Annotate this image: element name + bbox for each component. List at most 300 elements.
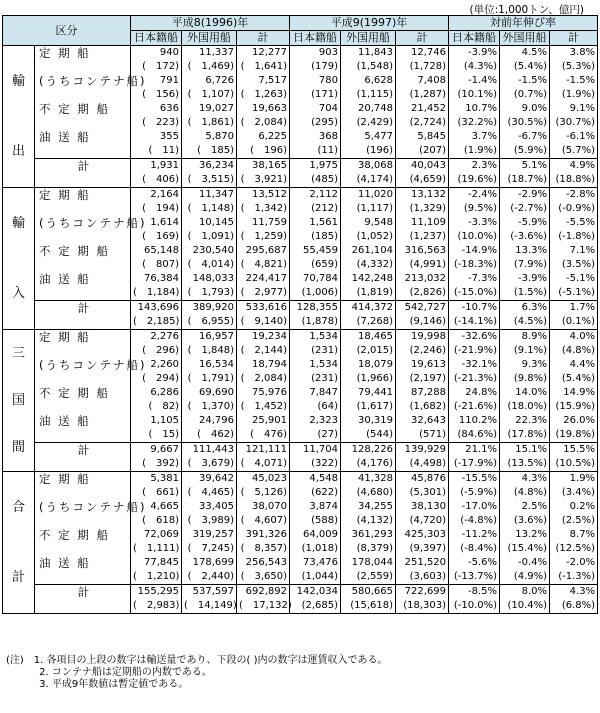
revenue-cell: (4.9%) xyxy=(500,570,550,585)
volume-cell: 9,548 xyxy=(341,216,396,230)
revenue-cell: (27) xyxy=(290,428,341,443)
volume-cell: 18,794 xyxy=(237,358,290,372)
table-row xyxy=(3,500,598,514)
volume-cell: 4.0% xyxy=(550,330,598,345)
volume-cell: 4.5% xyxy=(500,46,550,61)
volume-cell: 6,225 xyxy=(237,130,290,144)
revenue-cell: (17.8%) xyxy=(500,428,550,443)
revenue-cell: (11) xyxy=(290,144,341,159)
volume-cell: -7.3% xyxy=(449,272,500,286)
revenue-cell: (185) xyxy=(290,230,341,244)
volume-cell: 38,165 xyxy=(237,159,290,174)
revenue-cell: (18.7%) xyxy=(500,173,550,188)
volume-cell: 33,405 xyxy=(182,500,237,514)
revenue-cell: (1,044) xyxy=(290,570,341,585)
volume-cell: 143,696 xyxy=(131,301,182,316)
volume-cell: -1.4% xyxy=(449,74,500,88)
row-label: (うちコンテナ船) xyxy=(35,74,131,88)
revenue-cell: (179) xyxy=(290,60,341,74)
volume-cell: 11,347 xyxy=(182,188,237,203)
revenue-cell: ( 156) xyxy=(131,88,182,102)
volume-cell: 178,044 xyxy=(341,556,396,570)
volume-cell: 18,079 xyxy=(341,358,396,372)
header-yoy: 対前年伸び率 xyxy=(449,16,598,31)
volume-cell: 15.5% xyxy=(550,443,598,458)
volume-cell: 20,748 xyxy=(341,102,396,116)
table-row xyxy=(3,556,598,570)
revenue-cell: (231) xyxy=(290,344,341,358)
volume-cell: 4.3% xyxy=(550,585,598,600)
revenue-cell: (1,728) xyxy=(396,60,449,74)
table-row xyxy=(3,258,598,272)
volume-cell: 1.9% xyxy=(550,472,598,487)
revenue-cell: (2,197) xyxy=(396,372,449,386)
revenue-cell: ( 5,126) xyxy=(237,486,290,500)
revenue-cell: (2,246) xyxy=(396,344,449,358)
revenue-cell: ( 1,148) xyxy=(182,202,237,216)
volume-cell: 36,234 xyxy=(182,159,237,174)
revenue-cell: (3.5%) xyxy=(550,258,598,272)
revenue-cell: (1,682) xyxy=(396,400,449,414)
section-label-char: 入 xyxy=(11,286,25,302)
volume-cell: 21.1% xyxy=(449,443,500,458)
column-header: 計 xyxy=(396,31,449,46)
revenue-cell: (10.1%) xyxy=(449,88,500,102)
revenue-cell: (9.8%) xyxy=(500,372,550,386)
row-label-spacer xyxy=(35,60,131,74)
revenue-cell: (-1.8%) xyxy=(550,230,598,244)
row-label: 定 期 船 xyxy=(35,46,131,61)
volume-cell: 1,561 xyxy=(290,216,341,230)
row-label: 計 xyxy=(35,159,131,174)
table-row xyxy=(3,358,598,372)
volume-cell: 224,417 xyxy=(237,272,290,286)
volume-cell: 19,234 xyxy=(237,330,290,345)
revenue-cell: ( 2,084) xyxy=(237,372,290,386)
table-row xyxy=(3,585,598,600)
volume-cell: 45,023 xyxy=(237,472,290,487)
revenue-cell: (571) xyxy=(396,428,449,443)
volume-cell: 6,286 xyxy=(131,386,182,400)
row-label-spacer xyxy=(35,230,131,244)
table-row xyxy=(3,272,598,286)
revenue-cell: (588) xyxy=(290,514,341,528)
revenue-cell: (4.8%) xyxy=(550,344,598,358)
revenue-cell: (1,548) xyxy=(341,60,396,74)
volume-cell: 9.0% xyxy=(500,102,550,116)
volume-cell: 2,276 xyxy=(131,330,182,345)
row-label-spacer xyxy=(35,428,131,443)
row-label: (うちコンテナ船) xyxy=(35,500,131,514)
table-row xyxy=(3,330,598,345)
column-header: 計 xyxy=(550,31,598,46)
revenue-cell: (9,397) xyxy=(396,542,449,556)
table-row xyxy=(3,315,598,330)
revenue-cell: (9,146) xyxy=(396,315,449,330)
volume-cell: 414,372 xyxy=(341,301,396,316)
revenue-cell: (5.4%) xyxy=(500,60,550,74)
revenue-cell: (7,268) xyxy=(341,315,396,330)
revenue-cell: (5,301) xyxy=(396,486,449,500)
volume-cell: 11,843 xyxy=(341,46,396,61)
revenue-cell: (4.3%) xyxy=(449,60,500,74)
revenue-cell: (231) xyxy=(290,372,341,386)
volume-cell: 79,441 xyxy=(341,386,396,400)
volume-cell: 77,845 xyxy=(131,556,182,570)
volume-cell: 6,628 xyxy=(341,74,396,88)
revenue-cell: (-17.9%) xyxy=(449,457,500,472)
section-label-char: 三 xyxy=(11,346,25,361)
revenue-cell: ( 2,185) xyxy=(131,315,182,330)
table-row xyxy=(3,130,598,144)
column-header: 日本籍船 xyxy=(449,31,500,46)
revenue-cell: (18.0%) xyxy=(500,400,550,414)
volume-cell: -8.5% xyxy=(449,585,500,600)
volume-cell: 251,520 xyxy=(396,556,449,570)
volume-cell: -6.1% xyxy=(550,130,598,144)
revenue-cell: (-3.6%) xyxy=(500,230,550,244)
row-label: (うちコンテナ船) xyxy=(35,216,131,230)
row-label: 定 期 船 xyxy=(35,188,131,203)
table-row xyxy=(3,443,598,458)
volume-cell: 26.0% xyxy=(550,414,598,428)
section-label-char: 輸 xyxy=(11,73,25,89)
volume-cell: 4,548 xyxy=(290,472,341,487)
volume-cell: -2.9% xyxy=(500,188,550,203)
row-label: 不 定 期 船 xyxy=(35,528,131,542)
volume-cell: -15.5% xyxy=(449,472,500,487)
volume-cell: 2,323 xyxy=(290,414,341,428)
footnote: (注) 1. 各項目の上段の数字は輸送量であり、下段の( )内の数字は運賃収入である。 xyxy=(6,655,388,666)
volume-cell: 19,998 xyxy=(396,330,449,345)
table-row xyxy=(3,400,598,414)
column-header: 計 xyxy=(237,31,290,46)
revenue-cell: ( 2,977) xyxy=(237,286,290,301)
revenue-cell: (10.5%) xyxy=(550,457,598,472)
volume-cell: 148,033 xyxy=(182,272,237,286)
revenue-cell: ( 11) xyxy=(131,144,182,159)
volume-cell: 780 xyxy=(290,74,341,88)
revenue-cell: (30.5%) xyxy=(500,116,550,130)
revenue-cell: (4,176) xyxy=(341,457,396,472)
volume-cell: 72,069 xyxy=(131,528,182,542)
volume-cell: 11,759 xyxy=(237,216,290,230)
row-label: 定 期 船 xyxy=(35,330,131,345)
volume-cell: 13,132 xyxy=(396,188,449,203)
revenue-cell: ( 169) xyxy=(131,230,182,244)
revenue-cell: (-21.3%) xyxy=(449,372,500,386)
volume-cell: 295,687 xyxy=(237,244,290,258)
row-label-spacer xyxy=(35,202,131,216)
volume-cell: 6,726 xyxy=(182,74,237,88)
revenue-cell: (13.5%) xyxy=(500,457,550,472)
revenue-cell: ( 476) xyxy=(237,428,290,443)
volume-cell: -6.7% xyxy=(500,130,550,144)
volume-cell: 13.3% xyxy=(500,244,550,258)
volume-cell: 25,901 xyxy=(237,414,290,428)
revenue-cell: (1,237) xyxy=(396,230,449,244)
table-row xyxy=(3,528,598,542)
volume-cell: 1,534 xyxy=(290,358,341,372)
revenue-cell: ( 2,440) xyxy=(182,570,237,585)
table-row xyxy=(3,202,598,216)
revenue-cell: (6.8%) xyxy=(550,599,598,614)
footnote: 2. コンテナ船は定期船の内数である。 xyxy=(6,667,212,678)
revenue-cell: (-21.9%) xyxy=(449,344,500,358)
volume-cell: 16,534 xyxy=(182,358,237,372)
revenue-cell: ( 17,132) xyxy=(237,599,290,614)
revenue-cell: (19.8%) xyxy=(550,428,598,443)
volume-cell: -0.4% xyxy=(500,556,550,570)
volume-cell: 1,931 xyxy=(131,159,182,174)
volume-cell: 87,288 xyxy=(396,386,449,400)
revenue-cell: (2.5%) xyxy=(550,514,598,528)
row-label: 油 送 船 xyxy=(35,272,131,286)
volume-cell: 368 xyxy=(290,130,341,144)
revenue-cell: ( 1,848) xyxy=(182,344,237,358)
volume-cell: 10.7% xyxy=(449,102,500,116)
revenue-cell: (295) xyxy=(290,116,341,130)
column-header: 日本籍船 xyxy=(290,31,341,46)
revenue-cell: (2,015) xyxy=(341,344,396,358)
row-label-spacer xyxy=(35,486,131,500)
revenue-cell: (2,724) xyxy=(396,116,449,130)
revenue-cell: (4,498) xyxy=(396,457,449,472)
revenue-cell: ( 3,921) xyxy=(237,173,290,188)
revenue-cell: ( 6,955) xyxy=(182,315,237,330)
volume-cell: 425,303 xyxy=(396,528,449,542)
volume-cell: 1,534 xyxy=(290,330,341,345)
volume-cell: 5,381 xyxy=(131,472,182,487)
row-label-spacer xyxy=(35,315,131,330)
volume-cell: 316,563 xyxy=(396,244,449,258)
volume-cell: -14.9% xyxy=(449,244,500,258)
shipping-statistics-table xyxy=(2,15,598,614)
revenue-cell: (-4.8%) xyxy=(449,514,500,528)
volume-cell: 4.9% xyxy=(550,159,598,174)
volume-cell: 12,746 xyxy=(396,46,449,61)
table-row xyxy=(3,88,598,102)
volume-cell: -3.9% xyxy=(500,272,550,286)
volume-cell: 580,665 xyxy=(341,585,396,600)
revenue-cell: ( 3,515) xyxy=(182,173,237,188)
revenue-cell: (1,819) xyxy=(341,286,396,301)
table-row xyxy=(3,74,598,88)
volume-cell: 8.9% xyxy=(500,330,550,345)
row-label-spacer xyxy=(35,116,131,130)
volume-cell: -3.3% xyxy=(449,216,500,230)
section-label-char: 国 xyxy=(11,393,25,408)
section-label xyxy=(3,472,35,614)
volume-cell: 70,784 xyxy=(290,272,341,286)
section-label xyxy=(3,188,35,330)
unit-note: (単位:1,000トン、億円) xyxy=(469,4,584,16)
volume-cell: 38,130 xyxy=(396,500,449,514)
volume-cell: 1,975 xyxy=(290,159,341,174)
revenue-cell: (207) xyxy=(396,144,449,159)
revenue-cell: (19.6%) xyxy=(449,173,500,188)
row-label: 油 送 船 xyxy=(35,414,131,428)
revenue-cell: (1,052) xyxy=(341,230,396,244)
revenue-cell: ( 4,465) xyxy=(182,486,237,500)
revenue-cell: (5.3%) xyxy=(550,60,598,74)
volume-cell: 121,111 xyxy=(237,443,290,458)
revenue-cell: (4,680) xyxy=(341,486,396,500)
revenue-cell: (5.7%) xyxy=(550,144,598,159)
revenue-cell: ( 1,111) xyxy=(131,542,182,556)
revenue-cell: ( 392) xyxy=(131,457,182,472)
volume-cell: 73,476 xyxy=(290,556,341,570)
volume-cell: 39,642 xyxy=(182,472,237,487)
table-row xyxy=(3,570,598,585)
revenue-cell: (-18.3%) xyxy=(449,258,500,272)
footnotes xyxy=(6,655,388,691)
revenue-cell: ( 1,259) xyxy=(237,230,290,244)
volume-cell: 65,148 xyxy=(131,244,182,258)
table-row xyxy=(3,286,598,301)
volume-cell: 11,704 xyxy=(290,443,341,458)
section-label-char: 合 xyxy=(11,499,25,515)
volume-cell: 19,663 xyxy=(237,102,290,116)
table-row xyxy=(3,230,598,244)
volume-cell: 32,643 xyxy=(396,414,449,428)
table-row xyxy=(3,372,598,386)
volume-cell: 791 xyxy=(131,74,182,88)
volume-cell: 19,613 xyxy=(396,358,449,372)
revenue-cell: (-13.7%) xyxy=(449,570,500,585)
volume-cell: 542,727 xyxy=(396,301,449,316)
volume-cell: 64,009 xyxy=(290,528,341,542)
column-header: 外国用船 xyxy=(341,31,396,46)
revenue-cell: (7.9%) xyxy=(500,258,550,272)
volume-cell: 256,543 xyxy=(237,556,290,570)
volume-cell: 8.7% xyxy=(550,528,598,542)
revenue-cell: ( 1,861) xyxy=(182,116,237,130)
section-label-char: 計 xyxy=(11,570,25,586)
volume-cell: -5.5% xyxy=(550,216,598,230)
revenue-cell: (12.5%) xyxy=(550,542,598,556)
volume-cell: 38,070 xyxy=(237,500,290,514)
volume-cell: 1.7% xyxy=(550,301,598,316)
revenue-cell: (4,720) xyxy=(396,514,449,528)
row-label-spacer xyxy=(35,88,131,102)
volume-cell: -17.0% xyxy=(449,500,500,514)
revenue-cell: ( 2,084) xyxy=(237,116,290,130)
table-row xyxy=(3,216,598,230)
revenue-cell: (30.7%) xyxy=(550,116,598,130)
revenue-cell: (2,826) xyxy=(396,286,449,301)
revenue-cell: ( 15) xyxy=(131,428,182,443)
revenue-cell: (-10.0%) xyxy=(449,599,500,614)
revenue-cell: ( 1,107) xyxy=(182,88,237,102)
volume-cell: 389,920 xyxy=(182,301,237,316)
revenue-cell: (-0.9%) xyxy=(550,202,598,216)
volume-cell: -1.5% xyxy=(500,74,550,88)
volume-cell: 11,337 xyxy=(182,46,237,61)
volume-cell: 13.2% xyxy=(500,528,550,542)
volume-cell: 7,847 xyxy=(290,386,341,400)
revenue-cell: (-14.1%) xyxy=(449,315,500,330)
row-label: 計 xyxy=(35,443,131,458)
revenue-cell: (5.9%) xyxy=(500,144,550,159)
revenue-cell: ( 3,989) xyxy=(182,514,237,528)
revenue-cell: ( 1,091) xyxy=(182,230,237,244)
table-row xyxy=(3,457,598,472)
table-row xyxy=(3,159,598,174)
volume-cell: 139,929 xyxy=(396,443,449,458)
revenue-cell: ( 223) xyxy=(131,116,182,130)
revenue-cell: ( 4,071) xyxy=(237,457,290,472)
volume-cell: 76,384 xyxy=(131,272,182,286)
volume-cell: 24.8% xyxy=(449,386,500,400)
revenue-cell: (3.6%) xyxy=(500,514,550,528)
volume-cell: 14.9% xyxy=(550,386,598,400)
revenue-cell: (0.7%) xyxy=(500,88,550,102)
volume-cell: 692,892 xyxy=(237,585,290,600)
table-row xyxy=(3,244,598,258)
row-label: 計 xyxy=(35,301,131,316)
section-label-char: 出 xyxy=(11,144,25,160)
revenue-cell: (10.0%) xyxy=(449,230,500,244)
volume-cell: 111,443 xyxy=(182,443,237,458)
revenue-cell: (659) xyxy=(290,258,341,272)
volume-cell: 2,260 xyxy=(131,358,182,372)
volume-cell: -10.7% xyxy=(449,301,500,316)
revenue-cell: (196) xyxy=(341,144,396,159)
revenue-cell: (1,006) xyxy=(290,286,341,301)
volume-cell: 2.3% xyxy=(449,159,500,174)
revenue-cell: ( 2,983) xyxy=(131,599,182,614)
volume-cell: 361,293 xyxy=(341,528,396,542)
revenue-cell: (1.9%) xyxy=(550,88,598,102)
table-row xyxy=(3,514,598,528)
section-label xyxy=(3,330,35,472)
volume-cell: -2.8% xyxy=(550,188,598,203)
volume-cell: 11,109 xyxy=(396,216,449,230)
volume-cell: -2.0% xyxy=(550,556,598,570)
revenue-cell: (171) xyxy=(290,88,341,102)
revenue-cell: ( 3,650) xyxy=(237,570,290,585)
volume-cell: 155,295 xyxy=(131,585,182,600)
volume-cell: 10,145 xyxy=(182,216,237,230)
volume-cell: 45,876 xyxy=(396,472,449,487)
revenue-cell: ( 294) xyxy=(131,372,182,386)
revenue-cell: (-15.0%) xyxy=(449,286,500,301)
revenue-cell: ( 196) xyxy=(237,144,290,159)
section-label-char: 間 xyxy=(11,440,25,455)
revenue-cell: (3,603) xyxy=(396,570,449,585)
volume-cell: -5.6% xyxy=(449,556,500,570)
revenue-cell: ( 172) xyxy=(131,60,182,74)
volume-cell: 14.0% xyxy=(500,386,550,400)
volume-cell: -32.6% xyxy=(449,330,500,345)
row-label: (うちコンテナ船) xyxy=(35,358,131,372)
volume-cell: 40,043 xyxy=(396,159,449,174)
revenue-cell: ( 3,679) xyxy=(182,457,237,472)
table-row xyxy=(3,428,598,443)
revenue-cell: (1,018) xyxy=(290,542,341,556)
volume-cell: 19,027 xyxy=(182,102,237,116)
revenue-cell: (10.4%) xyxy=(500,599,550,614)
revenue-cell: (18,303) xyxy=(396,599,449,614)
revenue-cell: ( 406) xyxy=(131,173,182,188)
row-label-spacer xyxy=(35,173,131,188)
volume-cell: 12,277 xyxy=(237,46,290,61)
revenue-cell: (1,329) xyxy=(396,202,449,216)
volume-cell: 128,226 xyxy=(341,443,396,458)
revenue-cell: (4,659) xyxy=(396,173,449,188)
row-label-spacer xyxy=(35,542,131,556)
